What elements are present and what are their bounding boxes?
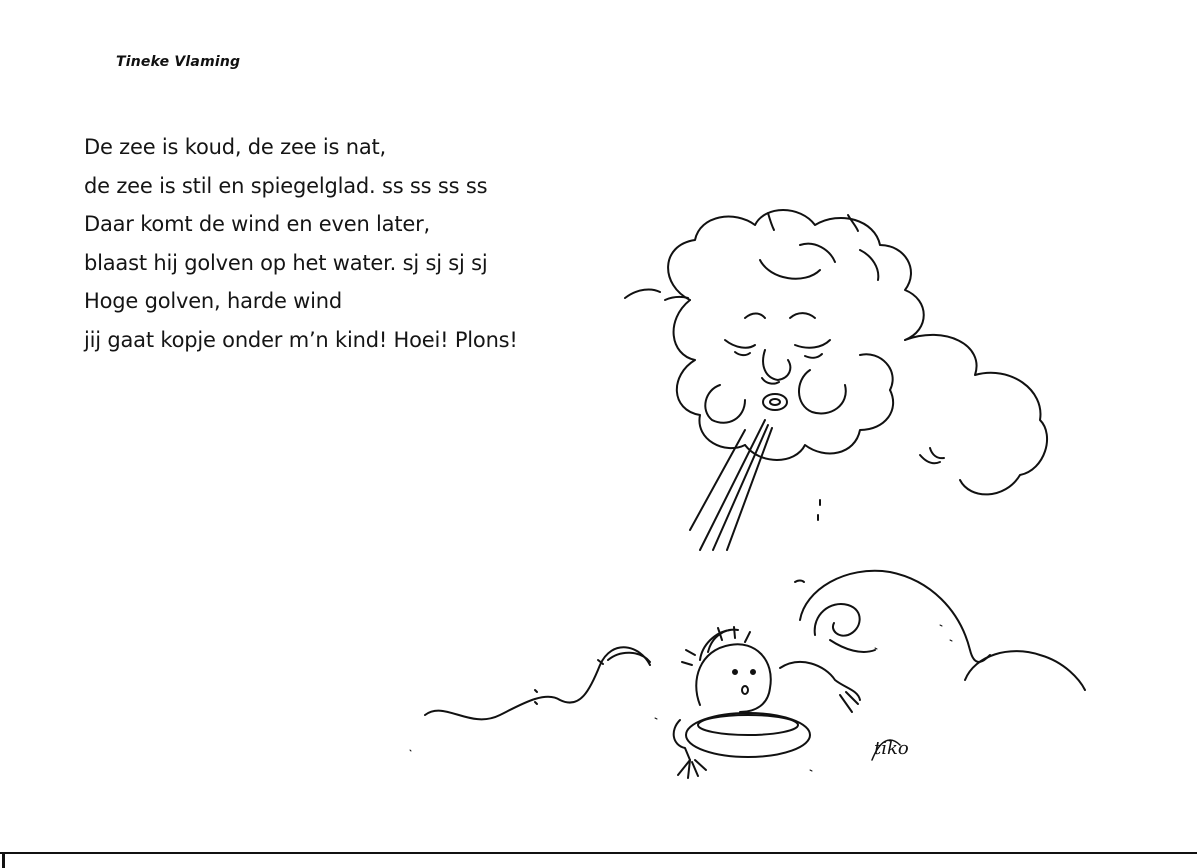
poem-line: blaast hij golven op het water. sj sj sj sj [84, 250, 488, 275]
poem-line: De zee is koud, de zee is nat, [84, 135, 387, 159]
poem-line: de zee is stil en spiegelglad. ss ss ss ss [84, 173, 488, 198]
sketch-speckles [410, 625, 952, 771]
page-bottom-rule [0, 852, 1197, 854]
poem-line: Hoge golven, harde wind [84, 289, 343, 313]
artist-signature: tiko [874, 738, 909, 759]
wind-cloud-drawing [625, 210, 1047, 550]
author-name: Tineke Vlaming [116, 54, 241, 70]
sea-waves-drawing [425, 571, 1085, 720]
child-in-swim-ring-drawing [674, 627, 860, 778]
poem-line: jij gaat kopje onder m’n kind! Hoei! Plons! [84, 327, 518, 352]
poem-line: Daar komt de wind en even later, [84, 212, 431, 236]
page-corner-mark [2, 852, 5, 868]
